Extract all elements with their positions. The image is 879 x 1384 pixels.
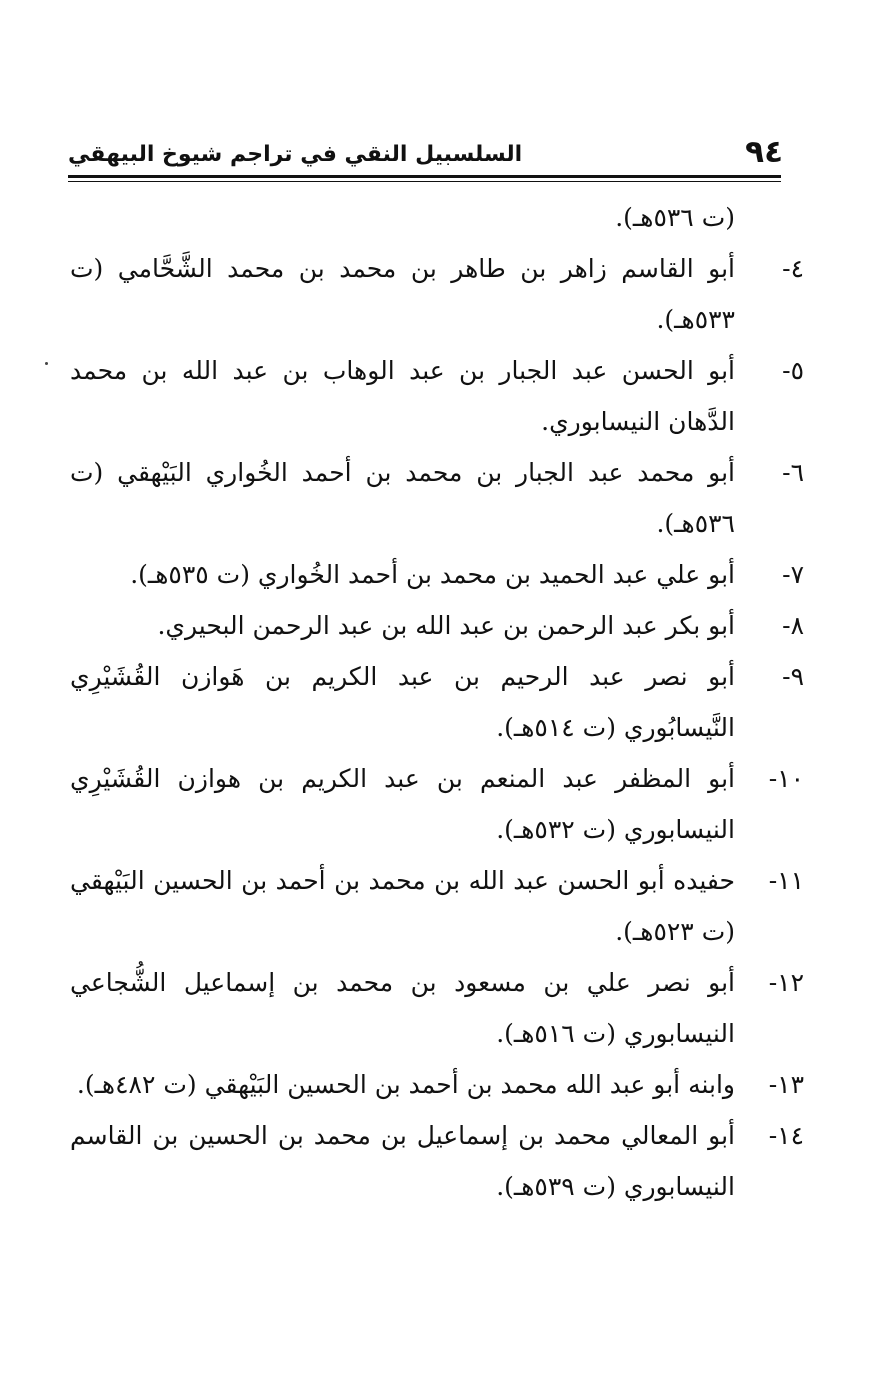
list-item — [70, 192, 735, 243]
entry-number: ١٢- — [768, 968, 804, 997]
list-item — [70, 651, 804, 753]
entry-text: وابنه أبو عبد الله محمد بن أحمد بن الحسين البَيْهقي (ت ٤٨٢هـ). — [76, 1070, 735, 1099]
entry-text: أبو نصر علي بن مسعود بن محمد بن إسماعيل الشُّجاعي النيسابوري (ت ٥١٦هـ). — [70, 968, 735, 1048]
entry-number: ٦- — [782, 458, 804, 487]
page-number: ٩٤ — [745, 134, 783, 170]
list-item — [70, 549, 804, 600]
list-item — [70, 447, 804, 549]
book-title: السلسبيل النقي في تراجم شيوخ البيهقي — [68, 142, 523, 167]
entry-list — [70, 192, 804, 1212]
header-rule-thin — [68, 181, 781, 182]
header-rule-thick — [68, 175, 781, 178]
entry-text: حفيده أبو الحسن عبد الله بن محمد بن أحمد بن الحسين البَيْهقي (ت ٥٢٣هـ). — [70, 866, 735, 946]
entry-number: ٧- — [782, 560, 804, 589]
running-header — [68, 126, 783, 172]
entry-number: ١٠- — [768, 764, 804, 793]
entry-number: ٨- — [782, 611, 804, 640]
entry-text: أبو الحسن عبد الجبار بن عبد الوهاب بن عبد الله بن محمد الدَّهان النيسابوري. — [70, 356, 735, 436]
list-item — [70, 345, 804, 447]
entry-text: أبو علي عبد الحميد بن محمد بن أحمد الخُواري (ت ٥٣٥هـ). — [130, 560, 735, 589]
list-item — [70, 855, 804, 957]
entry-number: ٩- — [782, 662, 804, 691]
entry-number: ١٣- — [768, 1070, 804, 1099]
scan-speck — [45, 362, 48, 365]
entry-number: ٤- — [782, 254, 804, 283]
list-item — [70, 753, 804, 855]
list-item — [70, 1059, 804, 1110]
entry-number: ١٤- — [768, 1121, 804, 1150]
list-item — [70, 1110, 804, 1212]
entry-text: أبو بكر عبد الرحمن بن عبد الله بن عبد الرحمن البحيري. — [157, 611, 735, 640]
entry-number: ١١- — [768, 866, 804, 895]
entry-text: أبو محمد عبد الجبار بن محمد بن أحمد الخُواري البَيْهقي (ت ٥٣٦هـ). — [70, 458, 735, 538]
entry-text: أبو المعالي محمد بن إسماعيل بن محمد بن الحسين بن القاسم النيسابوري (ت ٥٣٩هـ). — [70, 1121, 735, 1201]
entry-text: أبو القاسم زاهر بن طاهر بن محمد بن محمد الشَّحَّامي (ت ٥٣٣هـ). — [70, 254, 735, 334]
entry-text: أبو المظفر عبد المنعم بن عبد الكريم بن هوازن القُشَيْرِي النيسابوري (ت ٥٣٢هـ). — [70, 764, 735, 844]
entry-number: ٥- — [782, 356, 804, 385]
entry-text: (ت ٥٣٦هـ). — [615, 203, 735, 232]
entry-text: أبو نصر عبد الرحيم بن عبد الكريم بن هَوازن القُشَيْرِي النَّيسابُوري (ت ٥١٤هـ). — [70, 662, 735, 742]
list-item — [70, 243, 804, 345]
list-item — [70, 600, 804, 651]
list-item — [70, 957, 804, 1059]
